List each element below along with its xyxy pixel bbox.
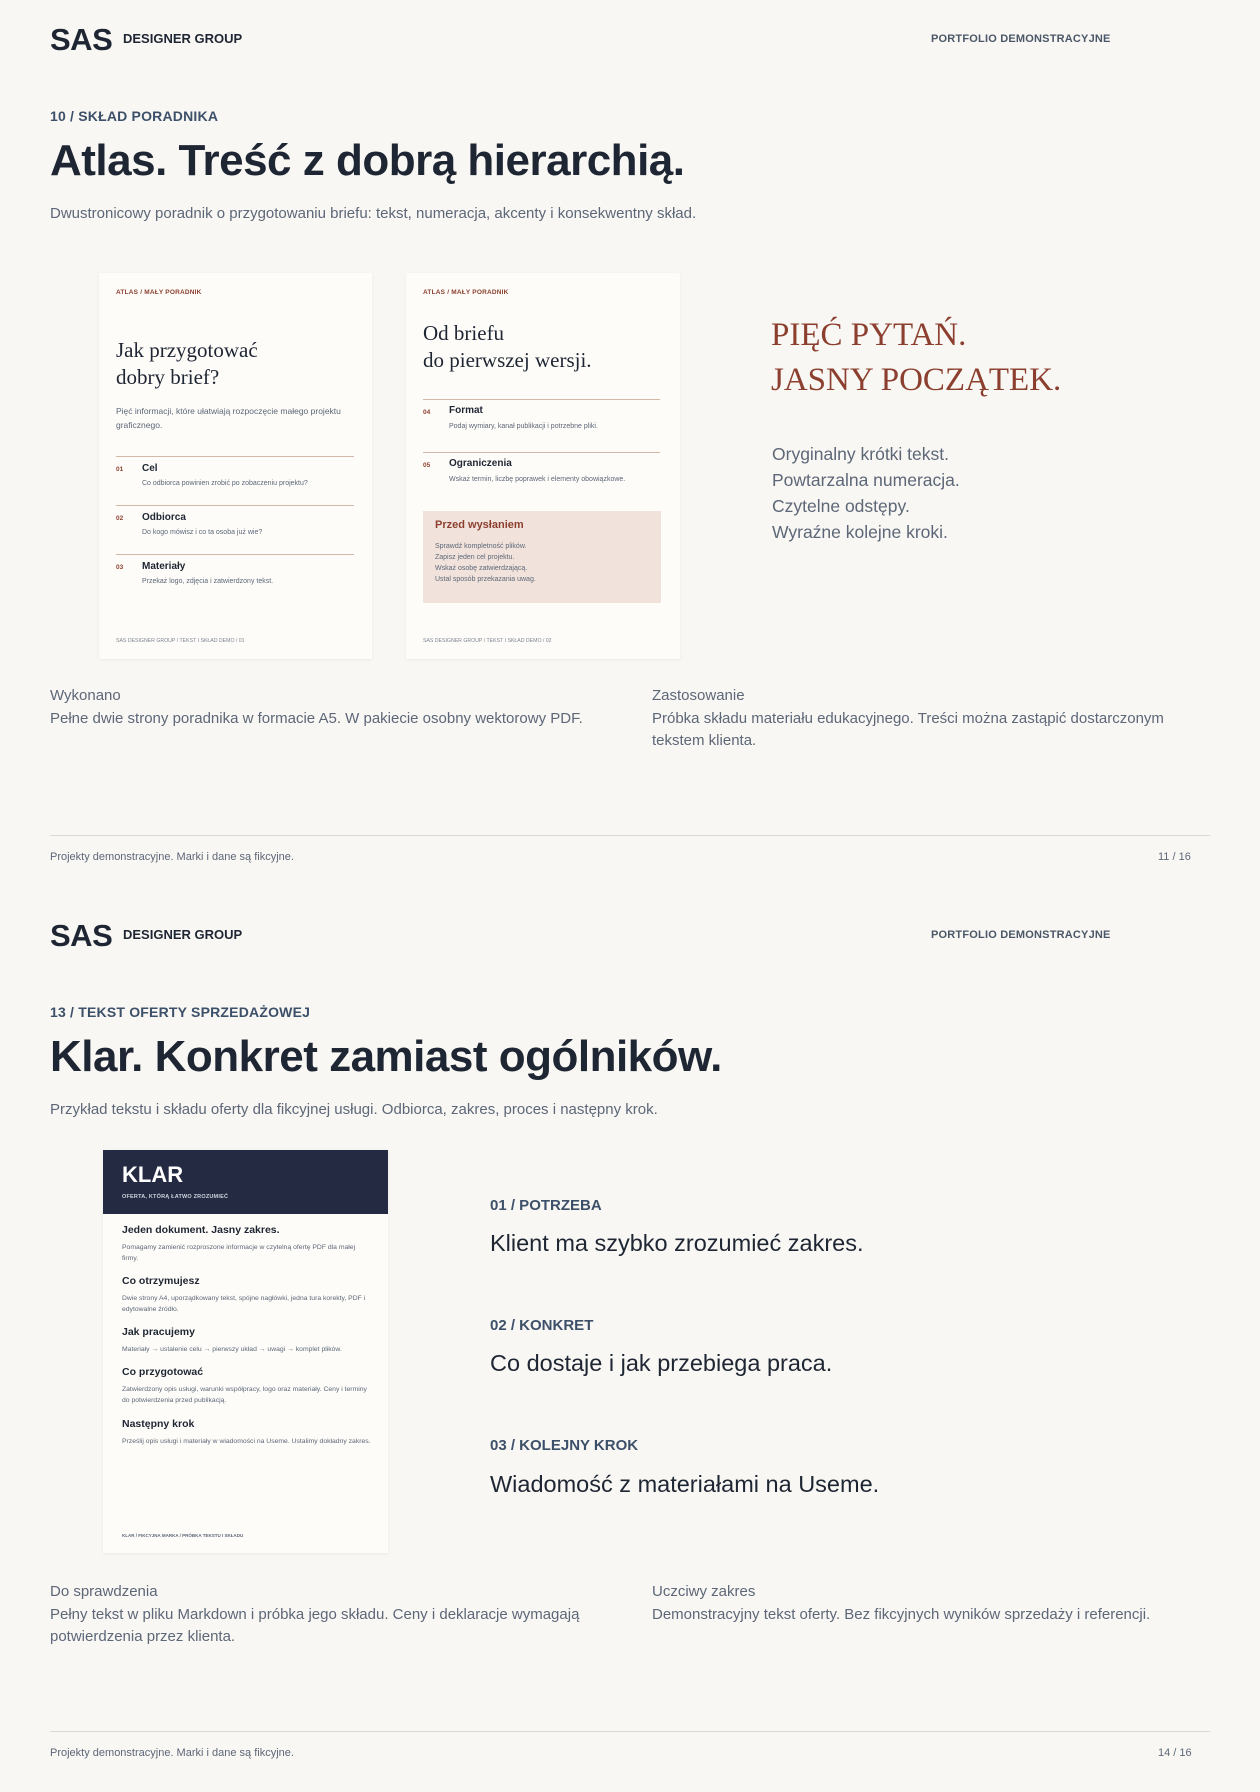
checklist-line: Ustal sposób przekazania uwag.: [435, 576, 536, 583]
item-title: Ograniczenia: [449, 458, 512, 469]
offer-block-heading: Jak pracujemy: [122, 1326, 195, 1338]
caption-right-text: Próbka składu materiału edukacyjnego. Treści można zastąpić dostarczonym tekstem klienta.: [652, 710, 1164, 749]
feature-list: [772, 441, 960, 545]
page-title: Atlas. Treść z dobrą hierarchią.: [50, 136, 685, 185]
guide-tag: ATLAS / MAŁY PORADNIK: [423, 289, 509, 296]
brand-logo: SAS: [50, 918, 113, 953]
guide-heading-line-2: dobry brief?: [116, 365, 220, 389]
guide-footer: SAS DESIGNER GROUP / TEKST I SKŁAD DEMO / 01: [116, 638, 245, 644]
page-number: 14 / 16: [1158, 1747, 1192, 1759]
divider: [116, 456, 354, 457]
section-kicker: 10 / SKŁAD PORADNIKA: [50, 108, 219, 124]
item-desc: Wskaż termin, liczbę poprawek i elementy obowiązkowe.: [449, 476, 626, 483]
checklist-title: Przed wysłaniem: [435, 519, 524, 531]
section-kicker: 13 / TEKST OFERTY SPRZEDAŻOWEJ: [50, 1004, 311, 1020]
step-text: Klient ma szybko zrozumieć zakres.: [490, 1230, 864, 1256]
feature-line: Czytelne odstępy.: [772, 496, 910, 516]
page-header: [50, 918, 1210, 958]
step-text: Wiadomość z materiałami na Useme.: [490, 1471, 880, 1497]
item-title: Cel: [142, 463, 158, 474]
guide-page-2: [406, 273, 680, 659]
guide-page-1: [99, 273, 372, 659]
footer-note: Projekty demonstracyjne. Marki i dane są fikcyjne.: [50, 851, 294, 863]
headline-line-2: JASNY POCZĄTEK.: [771, 362, 1062, 398]
caption-left-text: Pełny tekst w pliku Markdown i próbka jego składu. Ceny i deklaracje wymagają potwierdzenia przez klienta.: [50, 1606, 580, 1645]
brand-subtitle: DESIGNER GROUP: [123, 927, 243, 942]
offer-header-band: [103, 1150, 388, 1214]
page-title: Klar. Konkret zamiast ogólników.: [50, 1032, 722, 1081]
offer-block-text: Pomagamy zamienić rozproszone informacje w czytelną ofertę PDF dla małej firmy.: [122, 1244, 356, 1262]
checklist-line: Sprawdź kompletność plików.: [435, 543, 527, 550]
offer-brand: KLAR: [122, 1162, 184, 1187]
offer-block-heading: Następny krok: [122, 1418, 195, 1430]
checklist-box: [423, 511, 661, 603]
footer-note: Projekty demonstracyjne. Marki i dane są fikcyjne.: [50, 1747, 294, 1759]
item-number: 01: [116, 466, 124, 473]
headline-line-1: PIĘĆ PYTAŃ.: [771, 317, 967, 353]
offer-block-heading: Co otrzymujesz: [122, 1275, 200, 1287]
footer-divider: [50, 835, 1210, 836]
feature-line: Powtarzalna numeracja.: [772, 470, 960, 490]
divider: [116, 505, 354, 506]
guide-heading-line-1: Jak przygotować: [116, 338, 258, 362]
caption-right-label: Uczciwy zakres: [652, 1583, 756, 1600]
page-lede: Przykład tekstu i składu oferty dla fikcyjnej usługi. Odbiorca, zakres, proces i następny krok.: [50, 1101, 658, 1118]
brand-logo: SAS: [50, 22, 113, 57]
checklist-line: Zapisz jeden cel projektu.: [435, 554, 515, 561]
item-title: Odbiorca: [142, 512, 186, 523]
offer-document: [103, 1150, 388, 1553]
caption-right-label: Zastosowanie: [652, 687, 745, 704]
portfolio-label: PORTFOLIO DEMONSTRACYJNE: [931, 929, 1111, 941]
step-kicker: 02 / KONKRET: [490, 1317, 594, 1334]
offer-block-heading: Co przygotować: [122, 1366, 204, 1378]
step-kicker: 01 / POTRZEBA: [490, 1197, 602, 1214]
caption-left-text: Pełne dwie strony poradnika w formacie A5. W pakiecie osobny wektorowy PDF.: [50, 710, 583, 727]
offer-footer: KLAR / FIKCYJNA MARKA / PRÓBKA TEKSTU I SKŁADU: [122, 1533, 244, 1538]
offer-block-text: Materiały → ustalenie celu → pierwszy układ → uwagi → komplet plików.: [122, 1346, 342, 1353]
offer-tagline: OFERTA, KTÓRĄ ŁATWO ZROZUMIEĆ: [122, 1194, 229, 1200]
caption-left-label: Wykonano: [50, 687, 121, 704]
item-desc: Co odbiorca powinien zrobić po zobaczeniu projektu?: [142, 480, 308, 487]
item-desc: Podaj wymiary, kanał publikacji i potrzebne pliki.: [449, 423, 598, 430]
offer-block-text: Zatwierdzony opis usługi, warunki współpracy, logo oraz materiały. Ceny i terminy do potwierdzenia przed publikacją.: [122, 1386, 367, 1404]
caption-right-text: Demonstracyjny tekst oferty. Bez fikcyjnych wyników sprzedaży i referencji.: [652, 1606, 1151, 1623]
item-desc: Do kogo mówisz i co ta osoba już wie?: [142, 529, 263, 536]
offer-block-text: Dwie strony A4, uporządkowany tekst, spójne nagłówki, jedna tura korekty, PDF i edytowalne źródło.: [122, 1295, 366, 1313]
item-title: Format: [449, 405, 483, 416]
page-number: 11 / 16: [1158, 851, 1191, 863]
guide-heading-line-1: Od briefu: [423, 321, 505, 345]
brand-subtitle: DESIGNER GROUP: [123, 31, 243, 46]
portfolio-label: PORTFOLIO DEMONSTRACYJNE: [931, 33, 1111, 45]
page-lede: Dwustronicowy poradnik o przygotowaniu briefu: tekst, numeracja, akcenty i konsekwentny skład.: [50, 205, 697, 222]
step-text: Co dostaje i jak przebiega praca.: [490, 1350, 833, 1376]
caption-left-label: Do sprawdzenia: [50, 1583, 158, 1600]
item-number: 02: [116, 515, 124, 522]
divider: [423, 399, 660, 400]
guide-footer: SAS DESIGNER GROUP / TEKST I SKŁAD DEMO / 02: [423, 638, 552, 644]
feature-line: Wyraźne kolejne kroki.: [772, 522, 948, 542]
footer-divider: [50, 1731, 1210, 1732]
item-number: 04: [423, 409, 431, 416]
divider: [116, 554, 354, 555]
item-desc: Przekaż logo, zdjęcia i zatwierdzony tekst.: [142, 578, 274, 585]
item-number: 05: [423, 462, 431, 469]
guide-intro: Pięć informacji, które ułatwiają rozpoczęcie małego projektu graficznego.: [116, 406, 341, 430]
divider: [423, 452, 660, 453]
step-kicker: 03 / KOLEJNY KROK: [490, 1437, 639, 1454]
item-number: 03: [116, 564, 124, 571]
offer-block-text: Prześlij opis usługi i materiały w wiadomości na Useme. Ustalimy dokładny zakres.: [122, 1438, 371, 1445]
item-title: Materiały: [142, 561, 186, 572]
feature-line: Oryginalny krótki tekst.: [772, 444, 949, 464]
guide-tag: ATLAS / MAŁY PORADNIK: [116, 289, 202, 296]
checklist-line: Wskaż osobę zatwierdzającą.: [435, 565, 528, 572]
guide-heading-line-2: do pierwszej wersji.: [423, 348, 592, 372]
offer-block-heading: Jeden dokument. Jasny zakres.: [122, 1224, 280, 1236]
page-header: [50, 22, 1210, 62]
